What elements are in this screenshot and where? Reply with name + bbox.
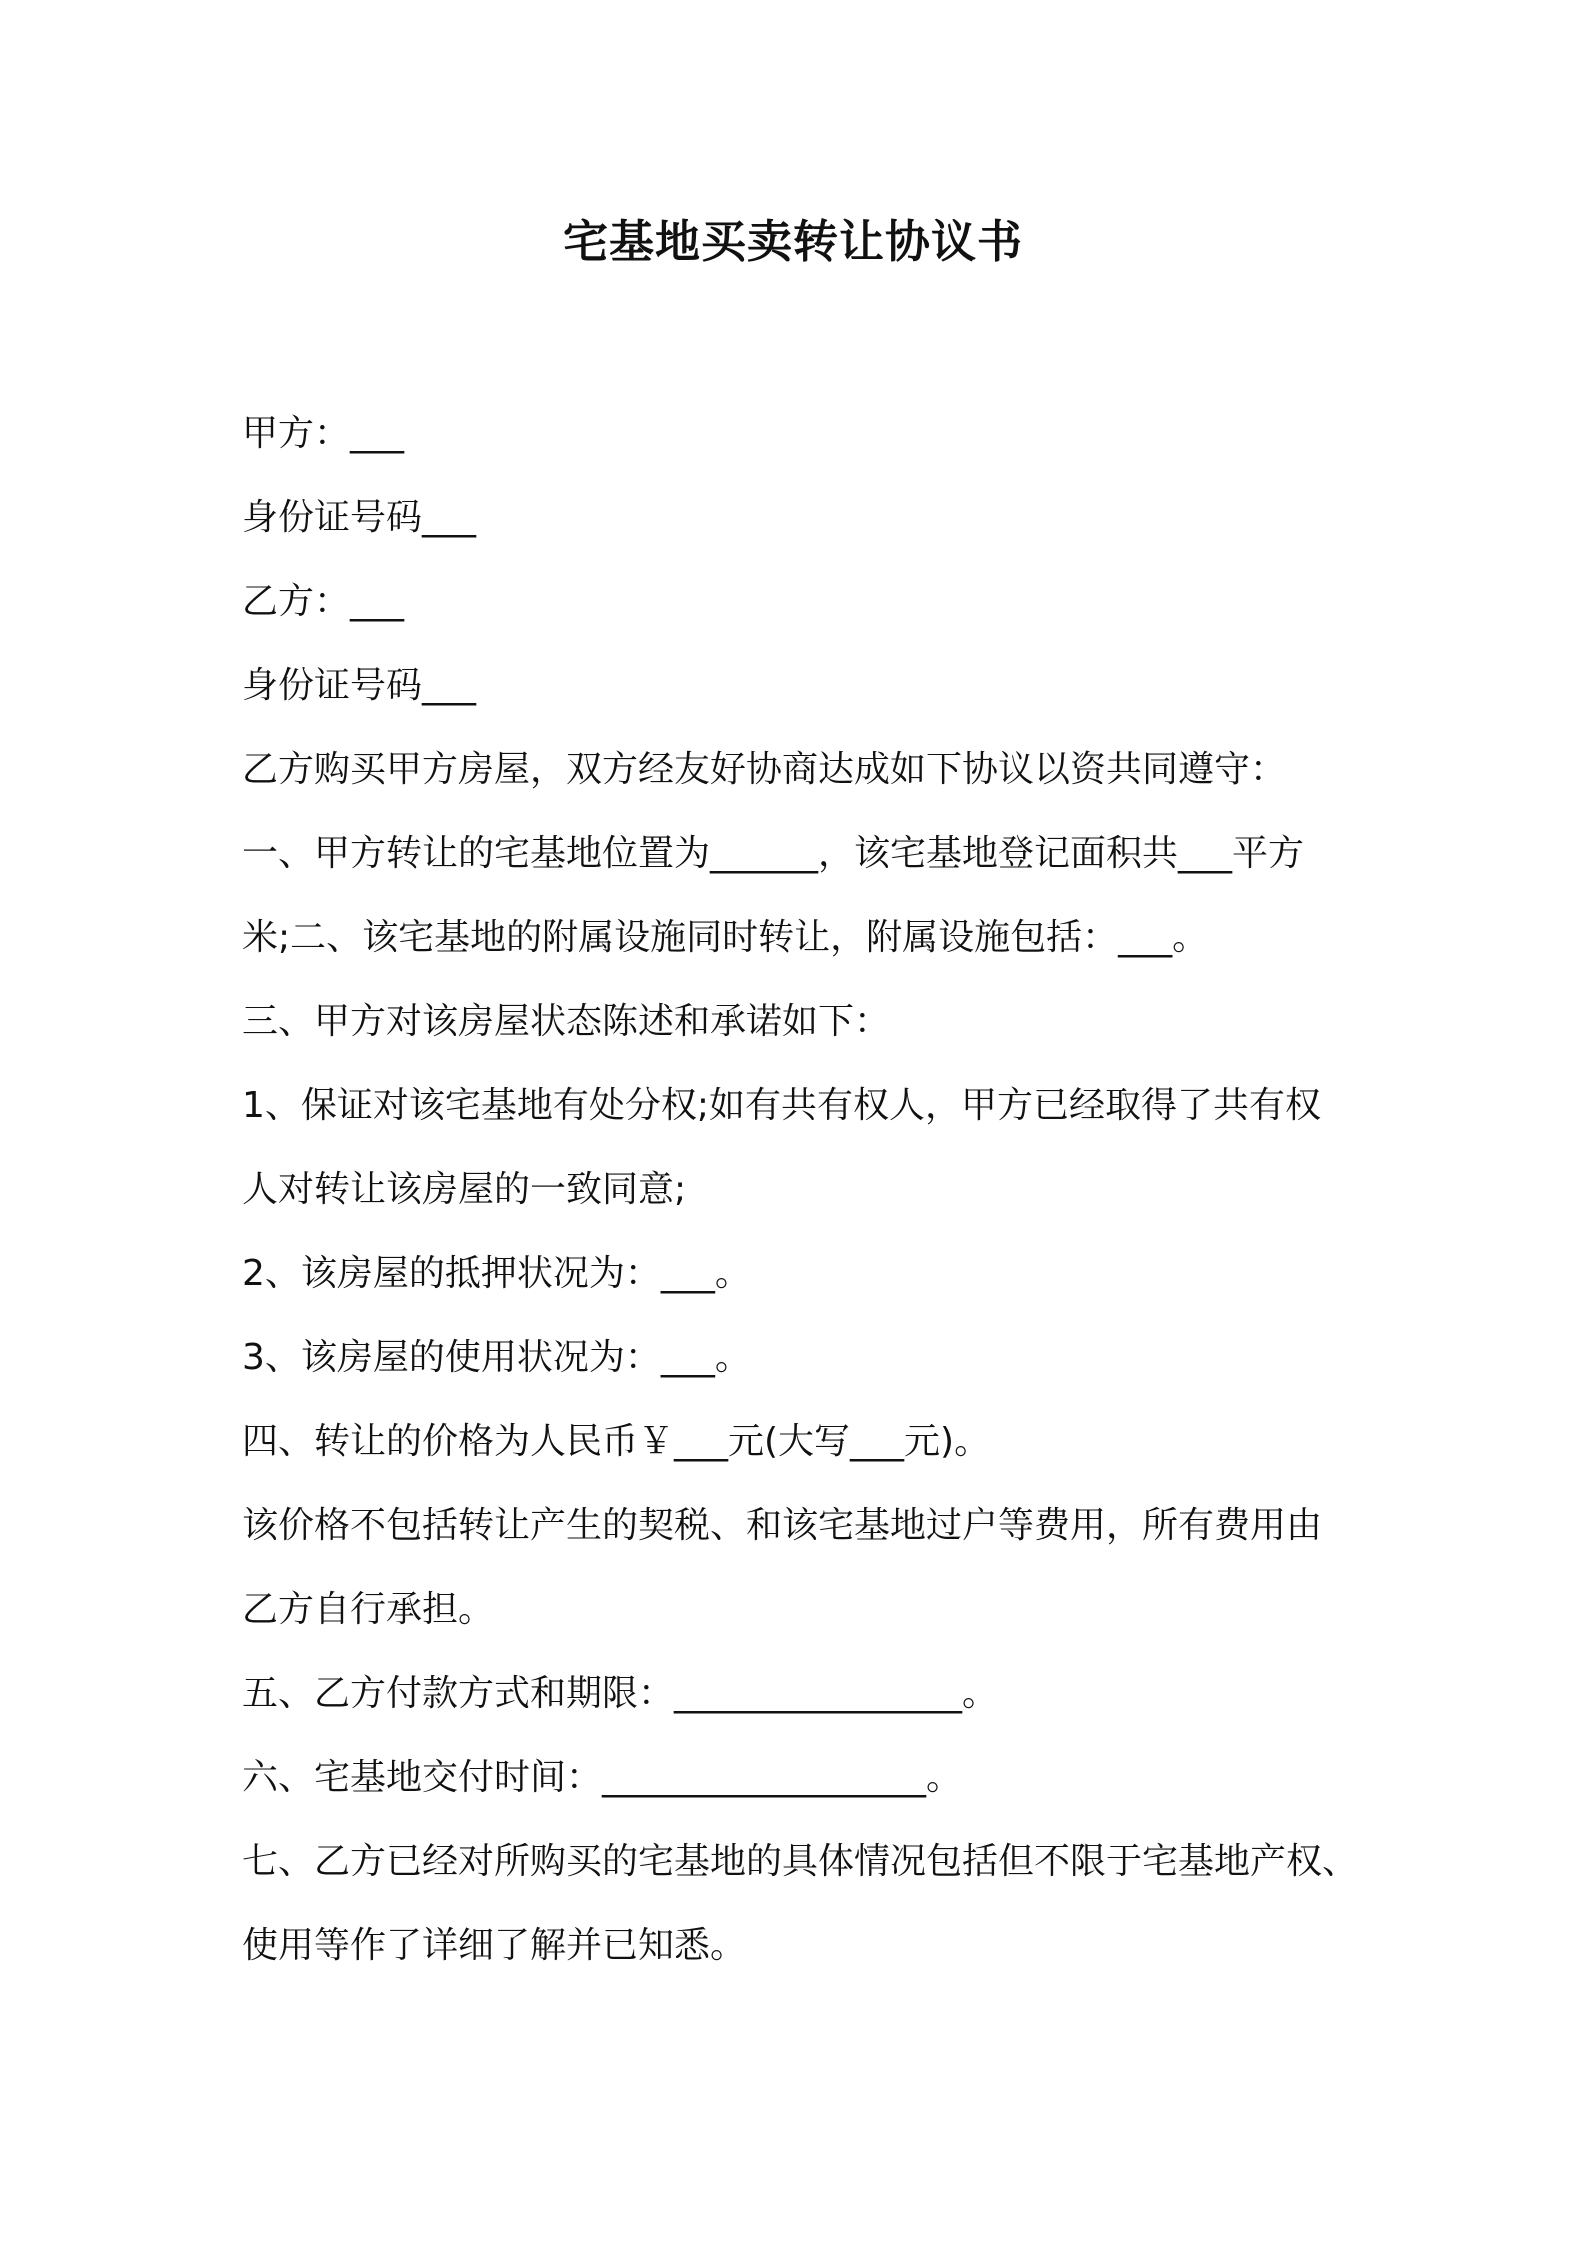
- clause-7-continued-line: 使用等作了详细了解并已知悉。: [242, 1925, 747, 1966]
- party-a-id-line: 身份证号码___: [242, 497, 477, 538]
- clause-5-line: 五、乙方付款方式和期限：________________。: [242, 1673, 999, 1714]
- document-title: 宅基地买卖转让协议书: [562, 215, 1023, 268]
- clause-3-line: 三、甲方对该房屋状态陈述和承诺如下：: [242, 1001, 891, 1042]
- clause-2-line: 米;二、该宅基地的附属设施同时转让，附属设施包括：___。: [242, 917, 1209, 958]
- clause-3-item-2-line: 2、该房屋的抵押状况为：___。: [242, 1253, 751, 1294]
- party-b-line: 乙方：___: [242, 581, 405, 622]
- clause-3-item-1-continued-line: 人对转让该房屋的一致同意;: [242, 1169, 687, 1210]
- clause-6-line: 六、宅基地交付时间：__________________。: [242, 1757, 963, 1798]
- preamble-line: 乙方购买甲方房屋，双方经友好协商达成如下协议以资共同遵守：: [242, 749, 1287, 790]
- clause-4-fees-continued-line: 乙方自行承担。: [242, 1589, 495, 1630]
- party-a-line: 甲方：___: [242, 413, 405, 454]
- clause-4-line: 四、转让的价格为人民币￥___元(大写___元)。: [242, 1421, 991, 1462]
- party-b-id-line: 身份证号码___: [242, 665, 477, 706]
- clause-3-item-3-line: 3、该房屋的使用状况为：___。: [242, 1337, 751, 1378]
- clause-1-line: 一、甲方转让的宅基地位置为______，该宅基地登记面积共___平方: [242, 833, 1305, 874]
- clause-3-item-1-line: 1、保证对该宅基地有处分权;如有共有权人，甲方已经取得了共有权: [242, 1085, 1322, 1126]
- clause-7-line: 七、乙方已经对所购买的宅基地的具体情况包括但不限于宅基地产权、: [242, 1841, 1359, 1882]
- clause-4-fees-line: 该价格不包括转让产生的契税、和该宅基地过户等费用，所有费用由: [242, 1505, 1323, 1546]
